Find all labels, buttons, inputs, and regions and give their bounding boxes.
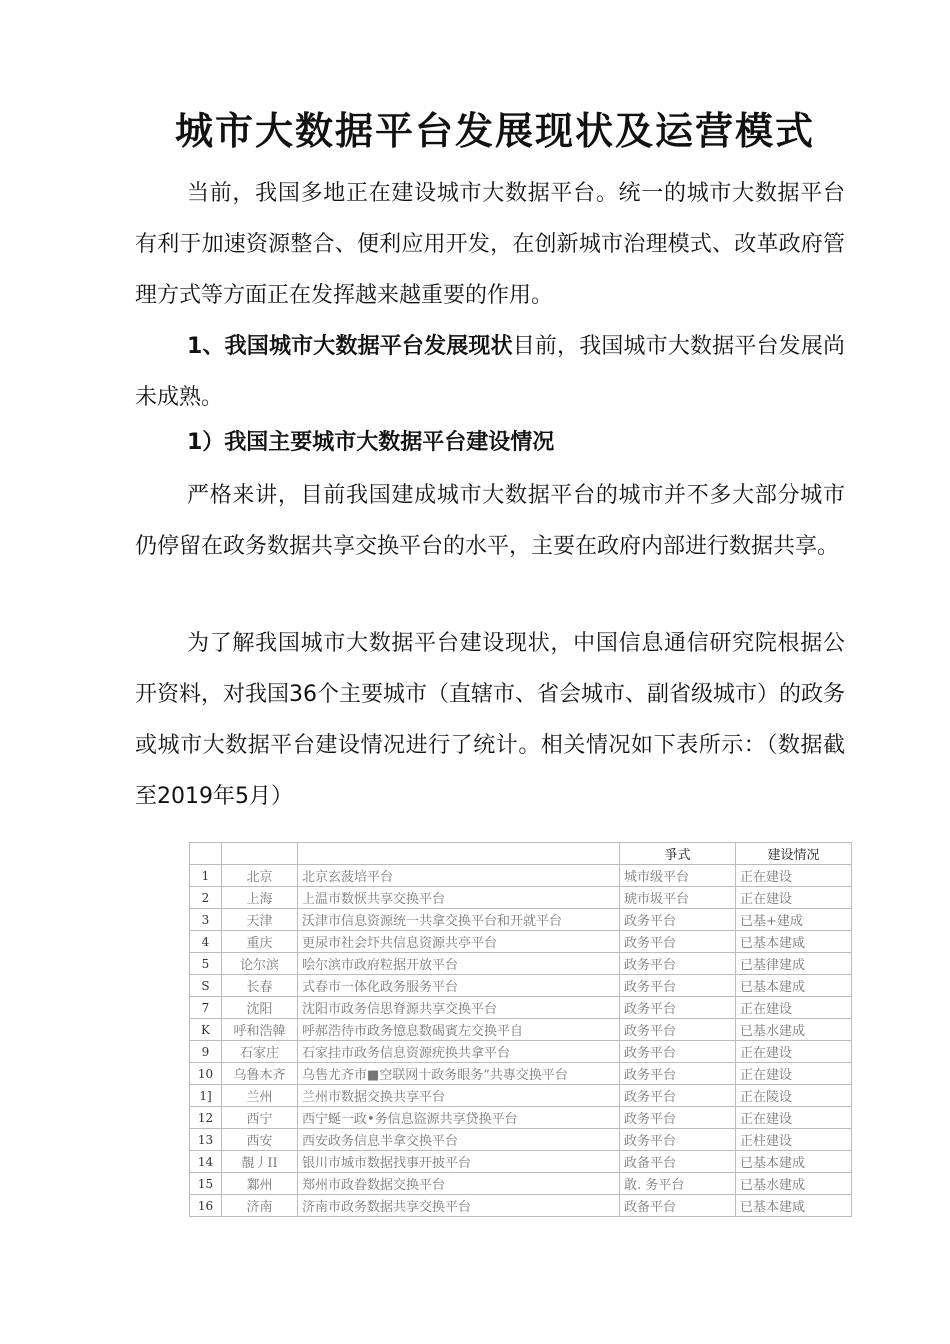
table-row (190, 1173, 852, 1195)
cell-platform: 济南市政务数据共享交换平台 (298, 1195, 620, 1217)
cell-city: 西安 (222, 1129, 298, 1151)
cell-platform: 银川市城市数据找事开披平台 (298, 1151, 620, 1173)
cell-num: 1] (190, 1085, 222, 1107)
cell-city: 石家庄 (222, 1041, 298, 1063)
cell-num: 15 (190, 1173, 222, 1195)
cell-type: 政备平台 (620, 1151, 736, 1173)
cell-status: 正在建设 (736, 865, 852, 887)
section-text: 目前，我国城市大数据平台发展尚未成熟。 (135, 334, 845, 410)
cell-status: 正在建设 (736, 1063, 852, 1085)
cell-platform: 乌售尤齐市■空联网十政务眼务”共專交换平台 (298, 1063, 620, 1085)
table-row (190, 1063, 852, 1085)
cell-type: 城市级平台 (620, 865, 736, 887)
table-row (190, 975, 852, 997)
header-type: 爭式 (620, 843, 736, 865)
table-row (190, 1019, 852, 1041)
cell-type: 政务平台 (620, 1085, 736, 1107)
cell-type: 政务平台 (620, 931, 736, 953)
header-status: 建设情况 (736, 843, 852, 865)
cell-status: 正在建设 (736, 997, 852, 1019)
cell-type: 敢. 务平台 (620, 1173, 736, 1195)
cell-platform: 西宁蜒一政•务信息盜源共享贷换平台 (298, 1107, 620, 1129)
cell-num: 14 (190, 1151, 222, 1173)
cell-city: 鄴州 (222, 1173, 298, 1195)
cell-status: 已基律建成 (736, 953, 852, 975)
table-row (190, 997, 852, 1019)
cell-num: 16 (190, 1195, 222, 1217)
cell-city: 沈阳 (222, 997, 298, 1019)
cell-status: 已基本建成 (736, 975, 852, 997)
cell-num: 12 (190, 1107, 222, 1129)
cell-type: 政务平台 (620, 975, 736, 997)
cell-city: 北京 (222, 865, 298, 887)
document-title: 城市大数据平台发展现状及运营模式 (174, 109, 815, 153)
header-num (190, 843, 222, 865)
cell-city: 论尔滨 (222, 953, 298, 975)
cell-type: 政备平台 (620, 1195, 736, 1217)
cell-platform: 北京玄菠培平台 (298, 865, 620, 887)
cell-num: S (190, 975, 222, 997)
table-row (190, 1129, 852, 1151)
cell-type: 琥市圾平台 (620, 887, 736, 909)
cell-num: 10 (190, 1063, 222, 1085)
table-header-row (190, 843, 852, 865)
cell-num: 7 (190, 997, 222, 1019)
cell-platform: 上温市数恹共享交换平台 (298, 887, 620, 909)
cell-num: 1 (190, 865, 222, 887)
cell-status: 已基本建咸 (736, 1195, 852, 1217)
table-row (190, 1085, 852, 1107)
cell-status: 已基本建成 (736, 1151, 852, 1173)
cell-type: 政务平台 (620, 953, 736, 975)
section-paragraph (135, 321, 845, 423)
table-body (190, 865, 852, 1217)
cell-city: 乌鲁木齐 (222, 1063, 298, 1085)
cell-city: 兰州 (222, 1085, 298, 1107)
header-platform (298, 843, 620, 865)
cell-city: 靚丿II (222, 1151, 298, 1173)
table-row (190, 1041, 852, 1063)
cell-status: 正在陵设 (736, 1085, 852, 1107)
cell-type: 政务平台 (620, 1041, 736, 1063)
cell-num: 3 (190, 909, 222, 931)
cell-num: 9 (190, 1041, 222, 1063)
survey-paragraph: 为了解我国城市大数据平台建设现状，中国信息通信研究院根据公开资料，对我国36个主要城市（直辖市、省会城市、副省级城市）的政务或城市大数据平台建设情况进行了统计。相关情况如下表所示：（数据截至2019年5月） (135, 631, 845, 809)
table-row (190, 1195, 852, 1217)
cell-type: 政务平台 (620, 909, 736, 931)
cell-status: 正在建设 (736, 887, 852, 909)
cell-type: 政务平台 (620, 997, 736, 1019)
header-city (222, 843, 298, 865)
cell-num: 13 (190, 1129, 222, 1151)
cell-city: 上海 (222, 887, 298, 909)
cell-city: 西宁 (222, 1107, 298, 1129)
cell-type: 政务平台 (620, 1019, 736, 1041)
table-row (190, 1107, 852, 1129)
cell-type: 政务平台 (620, 1063, 736, 1085)
table-row (190, 887, 852, 909)
cell-status: 已基水建成 (736, 1019, 852, 1041)
table-row (190, 909, 852, 931)
cell-city: 重庆 (222, 931, 298, 953)
cell-city: 天津 (222, 909, 298, 931)
cell-platform: 更尿市社会圷共信息资源共亭平台 (298, 931, 620, 953)
cell-num: 2 (190, 887, 222, 909)
cell-platform: 沈阳市政务信思脊源共享交换平台 (298, 997, 620, 1019)
section-heading-inline: 1、我国城市大数据平台发展现状 (187, 334, 513, 359)
cell-status: 正在建设 (736, 1107, 852, 1129)
cell-platform: 石家挂市政务信息资源疣换共拿平台 (298, 1041, 620, 1063)
cell-num: K (190, 1019, 222, 1041)
cell-platform: 兰州市数据交换共享平台 (298, 1085, 620, 1107)
subsection-heading: 1）我国主要城市大数据平台建设情况 (187, 430, 555, 455)
table-row (190, 931, 852, 953)
cell-platform: 西安政务信息半拿交换平台 (298, 1129, 620, 1151)
cell-platform: 郑州市政眷数据交换平台 (298, 1173, 620, 1195)
cell-city: 济南 (222, 1195, 298, 1217)
cell-status: 已基水建成 (736, 1173, 852, 1195)
table-row (190, 953, 852, 975)
platform-table (189, 842, 852, 1217)
cell-status: 已基本建咸 (736, 931, 852, 953)
cell-type: 政务平台 (620, 1129, 736, 1151)
cell-city: 长春 (222, 975, 298, 997)
cell-platform: 呼郝浩待市政务憶息数碣賓左交换平自 (298, 1019, 620, 1041)
cell-status: 已基+建成 (736, 909, 852, 931)
table-row (190, 1151, 852, 1173)
cell-type: 政务平台 (620, 1107, 736, 1129)
cell-num: 4 (190, 931, 222, 953)
cell-platform: 哙尔滨市政府粒据开放平台 (298, 953, 620, 975)
cell-platform: 式春市一体化政务服务平台 (298, 975, 620, 997)
cell-platform: 沃津市信息资源统一共拿交换平台和开就平台 (298, 909, 620, 931)
cell-num: 5 (190, 953, 222, 975)
table-row (190, 865, 852, 887)
intro-paragraph: 当前，我国多地正在建设城市大数据平台。统一的城市大数据平台有利于加速资源整合、便利应用开发，在创新城市治理模式、改革政府管理方式等方面正在发挥越来越重要的作用。 (135, 181, 845, 308)
cell-status: 正柱建设 (736, 1129, 852, 1151)
strict-paragraph: 严格来讲，目前我国建成城市大数据平台的城市并不多大部分城市仍停留在政务数据共享交换平台的水平，主要在政府内部进行数据共享。 (135, 483, 845, 559)
cell-status: 正在建设 (736, 1041, 852, 1063)
cell-city: 呼和浩韓 (222, 1019, 298, 1041)
